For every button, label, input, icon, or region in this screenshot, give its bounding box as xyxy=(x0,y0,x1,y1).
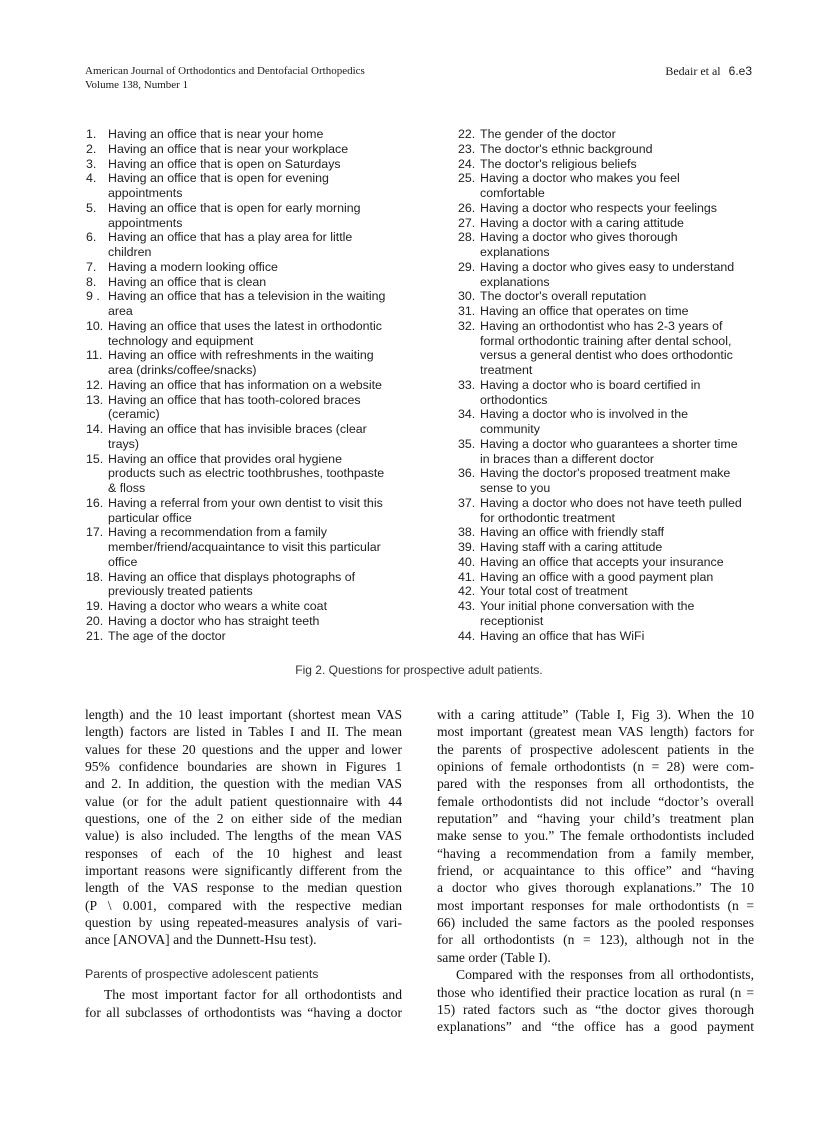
question-text: treatment xyxy=(480,363,533,377)
question-number: 44. xyxy=(458,628,476,643)
question-item xyxy=(458,525,768,540)
text-line: female orthodontists did not include “doctor’s overall xyxy=(437,793,754,809)
question-text: children xyxy=(108,245,152,259)
question-text: Having an office that uses the latest in orthodontic xyxy=(108,318,382,333)
question-number: 12. xyxy=(86,377,104,392)
question-text: area (drinks/coffee/snacks) xyxy=(108,363,257,377)
question-text: Having a doctor who does not have teeth pulled xyxy=(480,495,742,510)
question-text: Having a referral from your own dentist to visit this xyxy=(108,495,383,510)
question-number: 28. xyxy=(458,230,476,245)
question-number: 40. xyxy=(458,554,476,569)
question-text: Having a doctor who gives easy to understand xyxy=(480,259,735,274)
question-text: products such as electric toothbrushes, toothpaste xyxy=(108,466,385,481)
question-text: particular office xyxy=(108,510,192,525)
question-text: Having an office that is open for early morning xyxy=(108,200,361,215)
text-line: a doctor who gives thorough explanations.” The 10 xyxy=(437,880,754,896)
question-number: 10. xyxy=(86,318,104,333)
question-item xyxy=(458,216,768,231)
question-item xyxy=(86,230,416,260)
text-line: those who identified their practice location as rural (n = xyxy=(437,984,754,1000)
question-item xyxy=(86,260,416,275)
question-number: 3. xyxy=(86,156,97,171)
text-line: length) and the 10 least important (shortest mean VAS xyxy=(85,707,402,722)
question-number: 38. xyxy=(458,525,476,540)
question-text: Your total cost of treatment xyxy=(480,584,628,599)
question-text: Having an office that is near your workplace xyxy=(108,141,349,156)
text-line: pared with the responses from all orthodontists, the xyxy=(437,776,754,792)
question-number: 14. xyxy=(86,422,104,436)
authors: Bedair et al xyxy=(665,64,721,78)
text-line: same order (Table I). xyxy=(437,949,551,965)
section-heading: Parents of prospective adolescent patients xyxy=(85,966,319,981)
text-line: 95% confidence boundaries are shown in Figures 1 xyxy=(85,759,402,775)
question-text: Having a doctor who is involved in the xyxy=(480,407,689,422)
question-item xyxy=(86,157,416,172)
question-text: (ceramic) xyxy=(108,407,160,422)
text-line: (P \ 0.001, compared with the respective median xyxy=(85,897,402,913)
question-number: 18. xyxy=(86,569,104,584)
question-item xyxy=(86,127,416,142)
question-number: 20. xyxy=(86,613,104,628)
question-item xyxy=(458,570,768,585)
question-item xyxy=(86,289,416,319)
question-number: 5. xyxy=(86,200,97,215)
question-text: Having a doctor who has straight teeth xyxy=(108,613,320,628)
question-text: Having an office that is open for evening xyxy=(108,171,329,186)
text-line: length of the VAS response to the median question xyxy=(85,880,402,896)
question-item xyxy=(86,348,416,378)
question-item xyxy=(458,540,768,555)
question-item xyxy=(86,393,416,423)
question-text: Having the doctor's proposed treatment make xyxy=(480,466,731,481)
question-text: Having an office that provides oral hygiene xyxy=(108,451,342,466)
text-line: friend, or acquaintance to this office” and “having xyxy=(437,863,754,879)
text-line: questions, one of the 2 on either side of the median xyxy=(85,811,402,827)
question-text: Having an office with friendly staff xyxy=(480,525,665,540)
question-text: Having a doctor who makes you feel xyxy=(480,171,680,186)
text-line: most important responses for male orthodontists (n = xyxy=(437,897,754,913)
question-text: appointments xyxy=(108,186,183,200)
text-line: value) is also included. The lengths of the mean VAS xyxy=(85,828,402,844)
text-line: with a caring attitude” (Table I, Fig 3). When the 10 xyxy=(437,707,754,722)
question-number: 13. xyxy=(86,392,104,407)
text-line: opinions of female orthodontists (n = 28) were com- xyxy=(437,759,754,775)
question-text: Having a doctor who is board certified in xyxy=(480,377,701,392)
question-number: 29. xyxy=(458,259,476,274)
question-number: 7. xyxy=(86,259,97,274)
question-text: Having a doctor who wears a white coat xyxy=(108,599,328,613)
question-text: community xyxy=(480,422,540,436)
text-line: make sense to you.” The female orthodontists included xyxy=(437,828,754,844)
question-text: & floss xyxy=(108,481,146,495)
text-line: for all orthodontists (n = 123), although not in the xyxy=(437,932,754,948)
text-line: reputation” and “having your child’s treatment plan xyxy=(437,811,754,827)
text-line: length) factors are listed in Tables I and II. The mean xyxy=(85,724,402,740)
figure-question-list-left xyxy=(86,127,416,643)
question-number: 24. xyxy=(458,156,476,171)
question-text: Having an office with a good payment plan xyxy=(480,569,714,584)
question-number: 19. xyxy=(86,599,104,613)
question-item xyxy=(458,260,768,290)
question-item xyxy=(458,171,768,201)
question-item xyxy=(86,570,416,600)
question-item xyxy=(86,319,416,349)
question-text: Having an office with refreshments in the waiting xyxy=(108,348,374,363)
question-text: Having an office that has WiFi xyxy=(480,628,645,643)
question-number: 34. xyxy=(458,407,476,422)
question-text: sense to you xyxy=(480,481,551,495)
question-item xyxy=(458,319,768,378)
question-item xyxy=(458,230,768,260)
question-text: appointments xyxy=(108,215,183,230)
question-item xyxy=(86,525,416,569)
question-item xyxy=(458,142,768,157)
question-text: Having an orthodontist who has 2-3 years of xyxy=(480,318,723,333)
question-item xyxy=(458,466,768,496)
question-number: 43. xyxy=(458,599,476,613)
question-number: 35. xyxy=(458,436,476,451)
question-number: 21. xyxy=(86,628,104,643)
paragraph xyxy=(85,706,402,949)
question-number: 39. xyxy=(458,540,476,554)
question-number: 15. xyxy=(86,451,104,466)
question-text: orthodontics xyxy=(480,392,548,407)
question-text: Having a doctor who respects your feelings xyxy=(480,200,717,215)
question-item xyxy=(86,142,416,157)
question-number: 17. xyxy=(86,525,104,540)
question-number: 9 . xyxy=(86,289,100,304)
question-text: The doctor's overall reputation xyxy=(480,289,647,304)
question-text: formal orthodontic training after dental school, xyxy=(480,333,732,348)
question-number: 42. xyxy=(458,584,476,599)
question-text: Having an office that has a television in the waiting xyxy=(108,289,386,304)
text-line: “having a recommendation from a family member, xyxy=(437,845,754,861)
question-text: technology and equipment xyxy=(108,333,254,348)
question-item xyxy=(86,496,416,526)
question-item xyxy=(458,201,768,216)
question-number: 30. xyxy=(458,289,476,304)
question-text: area xyxy=(108,304,133,318)
question-text: Having an office that accepts your insurance xyxy=(480,554,724,569)
question-text: receptionist xyxy=(480,613,544,628)
question-item xyxy=(458,378,768,408)
question-item xyxy=(86,275,416,290)
text-line: the parents of prospective adolescent patients in the xyxy=(437,741,754,757)
text-line: important reasons were significantly different from the xyxy=(85,863,402,879)
question-text: Having an office that has information on a website xyxy=(108,377,382,392)
question-text: office xyxy=(108,554,138,569)
question-text: for orthodontic treatment xyxy=(480,510,615,525)
text-line: and 2. In addition, the question with the median VAS xyxy=(85,776,402,792)
text-line: values for these 20 questions and the upper and lower xyxy=(85,741,402,757)
question-item xyxy=(86,614,416,629)
question-text: The doctor's religious beliefs xyxy=(480,156,637,171)
question-text: Having an office that is open on Saturdays xyxy=(108,156,341,171)
question-number: 33. xyxy=(458,377,476,392)
journal-volume: Volume 138, Number 1 xyxy=(85,79,189,91)
question-item xyxy=(86,599,416,614)
question-number: 36. xyxy=(458,466,476,481)
question-item xyxy=(86,171,416,201)
question-text: Having an office that has invisible braces (clear xyxy=(108,422,367,436)
question-text: Having a doctor who guarantees a shorter time xyxy=(480,436,738,451)
question-text: Having a doctor with a caring attitude xyxy=(480,215,684,230)
question-text: Having a recommendation from a family xyxy=(108,525,327,540)
question-item xyxy=(458,496,768,526)
question-item xyxy=(86,629,416,644)
question-item xyxy=(458,304,768,319)
figure-question-list-right xyxy=(458,127,768,643)
question-number: 22. xyxy=(458,127,476,141)
question-text: Having an office that displays photographs of xyxy=(108,569,356,584)
paragraph xyxy=(437,706,754,966)
question-text: Having an office that has a play area for little xyxy=(108,230,353,245)
question-number: 41. xyxy=(458,569,476,584)
question-item xyxy=(86,201,416,231)
question-number: 26. xyxy=(458,200,476,215)
question-text: comfortable xyxy=(480,186,545,200)
question-number: 37. xyxy=(458,495,476,510)
question-number: 32. xyxy=(458,318,476,333)
text-line: responses of each of the 10 highest and least xyxy=(85,845,402,861)
text-line: Compared with the responses from all orthodontists, xyxy=(456,967,754,983)
question-text: trays) xyxy=(108,436,139,451)
question-text: Having a doctor who gives thorough xyxy=(480,230,678,245)
text-line: The most important factor for all orthodontists and xyxy=(104,987,402,1003)
question-number: 6. xyxy=(86,230,97,245)
question-item xyxy=(86,422,416,452)
question-text: Having staff with a caring attitude xyxy=(480,540,663,554)
question-item xyxy=(458,629,768,644)
question-number: 31. xyxy=(458,304,476,318)
paragraph xyxy=(85,986,402,1021)
question-item xyxy=(458,289,768,304)
question-item xyxy=(458,555,768,570)
question-number: 27. xyxy=(458,215,476,230)
journal-title: American Journal of Orthodontics and Dentofacial Orthopedics xyxy=(85,65,365,77)
question-text: Your initial phone conversation with the xyxy=(480,599,695,613)
running-header-right xyxy=(665,64,752,78)
question-text: The doctor's ethnic background xyxy=(480,141,653,156)
question-text: Having an office that has tooth-colored braces xyxy=(108,392,361,407)
text-line: question by using repeated-measures analysis of vari- xyxy=(85,915,402,931)
question-text: The age of the doctor xyxy=(108,628,226,643)
paragraph xyxy=(437,966,754,1035)
question-text: in braces than a different doctor xyxy=(480,451,655,466)
question-item xyxy=(86,452,416,496)
page-number: 6.e3 xyxy=(728,64,752,78)
question-item xyxy=(86,378,416,393)
text-line: ance [ANOVA] and the Dunnett-Hsu test). xyxy=(85,932,317,948)
question-item xyxy=(458,407,768,437)
question-item xyxy=(458,584,768,599)
text-line: value (or for the adult patient questionnaire with 44 xyxy=(85,793,402,809)
question-item xyxy=(458,437,768,467)
running-header xyxy=(85,64,365,92)
question-text: previously treated patients xyxy=(108,584,253,599)
question-text: member/friend/acquaintance to visit this particular xyxy=(108,540,381,554)
question-item xyxy=(458,127,768,142)
body-column-left xyxy=(85,706,402,1021)
question-text: The gender of the doctor xyxy=(480,127,616,141)
question-number: 23. xyxy=(458,141,476,156)
question-number: 11. xyxy=(86,348,103,363)
question-item xyxy=(458,599,768,629)
question-item xyxy=(458,157,768,172)
question-text: Having an office that is clean xyxy=(108,274,267,289)
body-column-right xyxy=(437,706,754,1036)
text-line: most important (greatest mean VAS length) factors for xyxy=(437,724,754,740)
question-text: explanations xyxy=(480,245,550,259)
question-number: 25. xyxy=(458,171,476,186)
text-line: explanations” and “the office has a good payment xyxy=(437,1019,754,1035)
figure-caption: Fig 2. Questions for prospective adult patients. xyxy=(295,663,543,677)
question-text: explanations xyxy=(480,274,550,289)
question-text: Having a modern looking office xyxy=(108,259,278,274)
question-text: Having an office that is near your home xyxy=(108,127,324,141)
text-line: 66) included the same factors as the pooled responses xyxy=(437,915,754,931)
question-text: versus a general dentist who does orthodontic xyxy=(480,348,733,363)
question-number: 16. xyxy=(86,495,104,510)
question-text: Having an office that operates on time xyxy=(480,304,689,318)
text-line: for all subclasses of orthodontists was “having a doctor xyxy=(85,1004,402,1020)
question-number: 1. xyxy=(86,127,97,141)
question-number: 2. xyxy=(86,141,97,156)
text-line: 15) rated factors such as “the doctor gives thorough xyxy=(437,1001,754,1017)
question-number: 4. xyxy=(86,171,97,186)
question-number: 8. xyxy=(86,274,97,289)
